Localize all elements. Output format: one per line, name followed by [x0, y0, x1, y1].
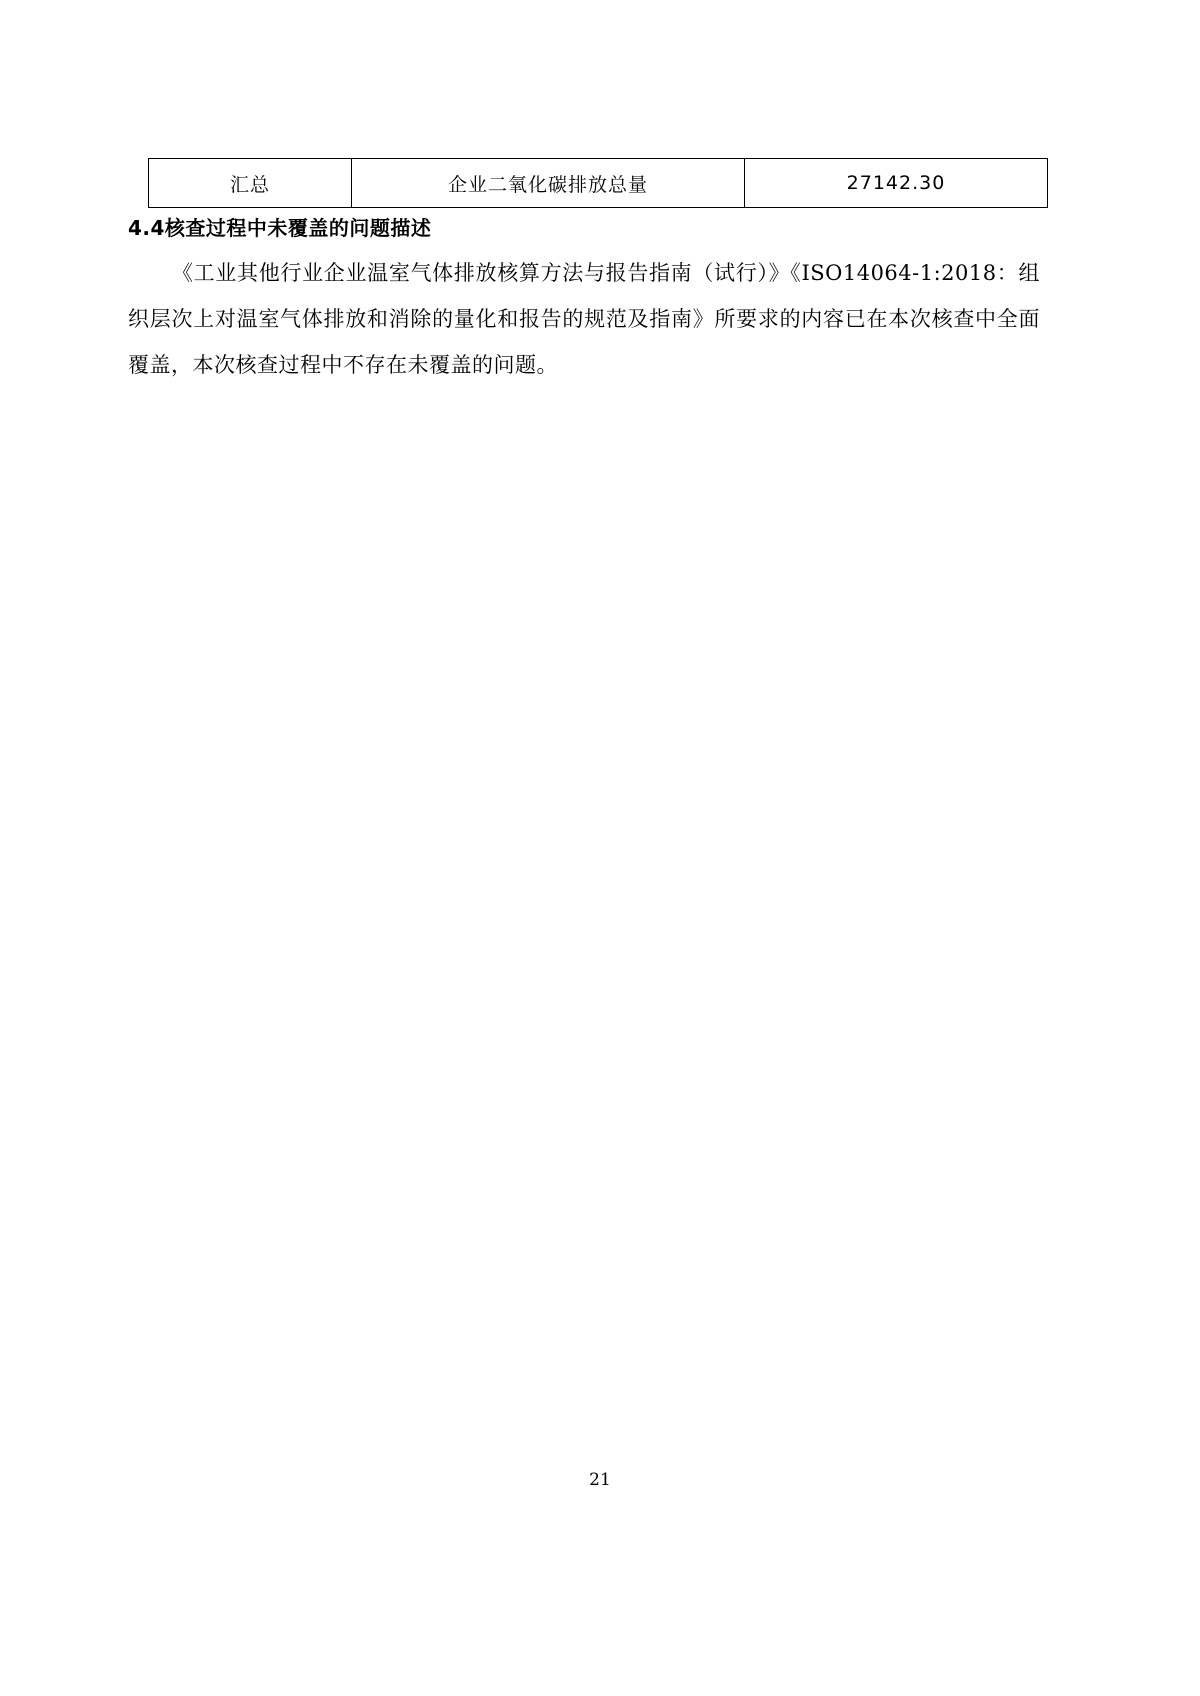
- section-paragraph: 《工业其他行业企业温室气体排放核算方法与报告指南（试行）》《ISO14064-1:2018：组织层次上对温室气体排放和消除的量化和报告的规范及指南》所要求的内容已在本次核查中全面覆盖，本次核查过程中不存在未覆盖的问题。: [128, 261, 1040, 377]
- page-number: 21: [589, 1470, 611, 1490]
- table-cell-category: 汇总: [149, 159, 352, 208]
- table-cell-item: 企业二氧化碳排放总量: [352, 159, 745, 208]
- table-row: [149, 159, 1048, 208]
- table-cell-value: 27142.30: [745, 159, 1048, 208]
- section-heading: 4.4核查过程中未覆盖的问题描述: [128, 216, 432, 240]
- emission-summary-table: [148, 158, 1048, 208]
- table-body: [149, 159, 1048, 208]
